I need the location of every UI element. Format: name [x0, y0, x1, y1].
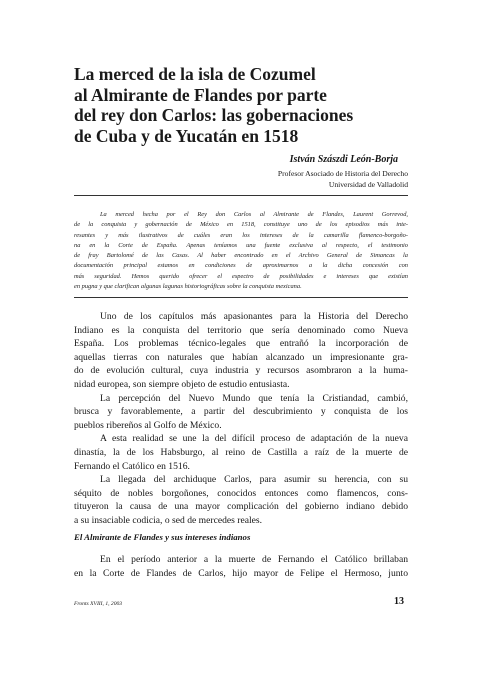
title-line: La merced de la isla de Cozumel: [74, 64, 316, 84]
article-title: [74, 64, 424, 146]
body-line: dinastía, la de los Habsburgo, al reino de Castilla a raíz de la muerte de: [74, 446, 408, 458]
body-line: La llegada del archiduque Carlos, para asumir su herencia, con su: [100, 474, 408, 486]
body-line: pueblos ribereños al Golfo de México.: [74, 419, 222, 431]
abstract-line: resantes y más ilustrativos de cuáles eran los intereses de la camarilla flamenco-borgoño-: [74, 231, 408, 239]
body-line: Fernando el Católico en 1516.: [74, 460, 190, 472]
abstract-line: na en la Corte de España. Apenas teníamos una fuente exclusiva al respecto, el testimonio: [74, 241, 408, 249]
body-line: Uno de los capítulos más apasionantes para la Historia del Derecho: [100, 311, 408, 322]
body-line: España. Los problemas técnico-legales que entrañó la incorporación de: [74, 338, 408, 350]
body-line: tituyeron la causa de una mayor complicación del gobierno indiano debido: [74, 501, 408, 513]
abstract-line: de la conquista y gobernación de México en 1518, constituye uno de los episodios más inte-: [74, 221, 408, 229]
abstract-line: más seguridad. Hemos querido ofrecer el espectro de posibilidades e intereses que existían: [74, 272, 408, 280]
body-line: séquito de nobles borgoñones, conocidos entonces como flamencos, cons-: [74, 487, 408, 499]
abstract-line: documentación principal estamos en condiciones de aproximarnos a la dicha concesión con: [74, 262, 408, 270]
affiliation-line: Profesor Asociado de Historia del Derecho: [277, 169, 408, 178]
body-line: a su insaciable codicia, o sed de mercedes reales.: [74, 514, 263, 526]
body-line: en la Corte de Flandes de Carlos, hijo mayor de Felipe el Hermoso, junto: [74, 567, 408, 579]
author-affiliation: [180, 169, 408, 190]
body-line: La percepción del Nuevo Mundo que tenía la Cristiandad, cambió,: [100, 392, 408, 404]
body-line: En el período anterior a la muerte de Fernando el Católico brillaban: [100, 554, 408, 565]
abstract-line: de fray Bartolomé de las Casas. Al haber encontrado en el Archivo General de Simancas la: [74, 252, 408, 260]
divider-top: [74, 195, 408, 196]
journal-footer: Fronts XVIII, 1, 2003: [74, 601, 123, 607]
title-line: de Cuba y de Yucatán en 1518: [74, 125, 299, 146]
section-text: [74, 553, 408, 580]
abstract-line: La merced hecha por el Rey don Carlos al Almirante de Flandes, Laurent Gorrevod,: [100, 211, 408, 218]
body-line: A esta realidad se une la del difícil proceso de adaptación de la nueva: [100, 433, 408, 445]
affiliation-line: Universidad de Valladolid: [328, 179, 408, 189]
body-line: do de evolución cultural, cuya industria y recursos asombraron a la huma-: [74, 365, 408, 377]
body-line: nidad europea, son siempre objeto de estudio entusiasta.: [74, 378, 290, 390]
body-line: Indiano es la conquista del territorio que sería denominado como Nueva: [74, 324, 408, 336]
title-line: del rey don Carlos: las gobernaciones: [74, 105, 354, 125]
body-line: brusca y favorablemente, a partir del descubrimiento y conquista de los: [74, 406, 408, 418]
abstract-line: en pugna y que clarifican algunas lagunas historiográficas sobre la conquista mexicana.: [74, 283, 302, 291]
section-heading: El Almirante de Flandes y sus intereses indianos: [74, 532, 251, 542]
title-line: al Almirante de Flandes por parte: [74, 84, 327, 105]
body-text: [74, 310, 408, 528]
body-line: aquellas tierras con naturales que habían alcanzado un impresionante gra-: [74, 351, 408, 363]
author-name: István Szászdi León-Borja: [289, 154, 398, 165]
page-number: 13: [394, 596, 404, 607]
divider-bottom: [74, 297, 408, 298]
abstract: [74, 210, 408, 292]
